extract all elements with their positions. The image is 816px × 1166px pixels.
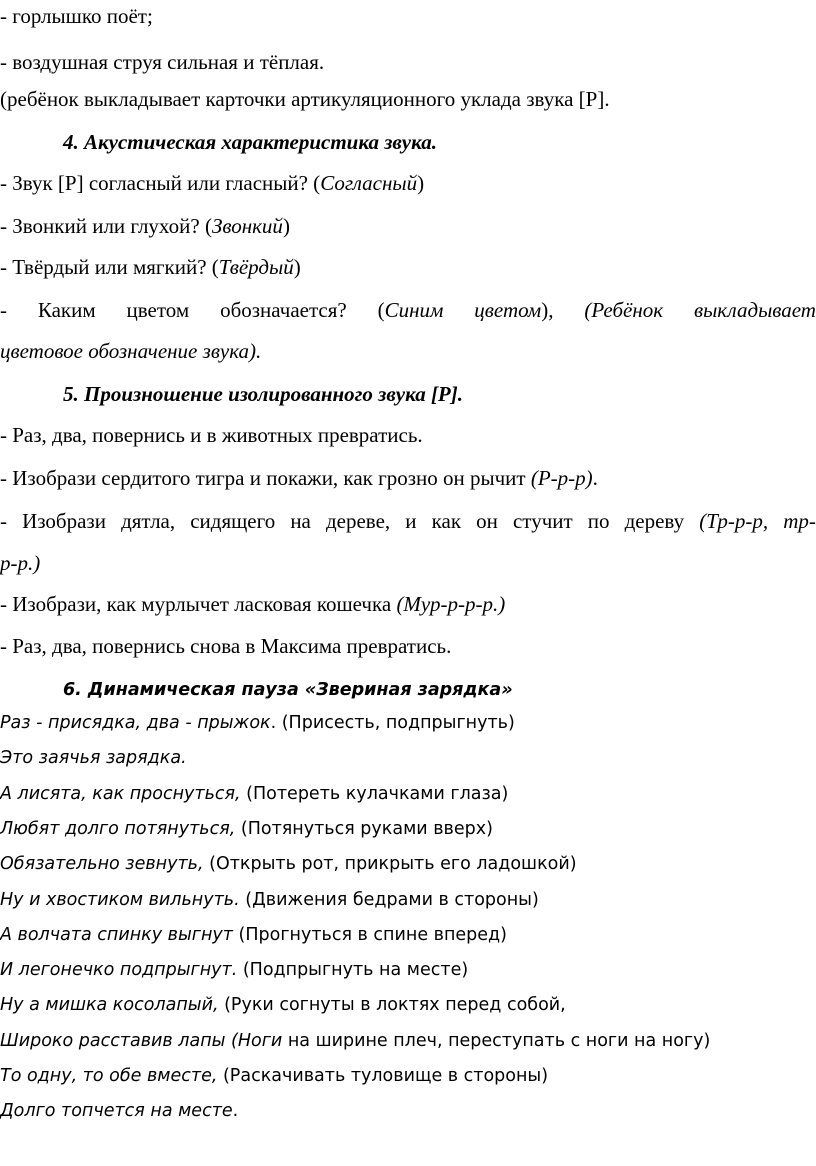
verse-text: Ну а мишка косолапый,	[0, 995, 225, 1016]
word: (Синим	[377, 298, 444, 322]
word: он	[476, 509, 498, 533]
verse-line	[0, 784, 508, 805]
answer-text: Звонкий	[211, 214, 283, 238]
section-5-line-3	[0, 509, 816, 534]
verse-line	[0, 1031, 710, 1052]
intro-line-3: (ребёнок выкладывает карточки артикуляционного уклада звука [Р].	[0, 87, 610, 111]
verse-instruction: (Подпрыгнуть на месте)	[242, 960, 469, 981]
word: цветом),	[474, 298, 554, 322]
verse-line	[0, 1066, 548, 1087]
section-5-line-5: - Раз, два, повернись снова в Максима превратись.	[0, 634, 452, 658]
word: обозначается?	[220, 298, 347, 322]
answer-text: Твёрдый	[218, 255, 294, 279]
answer-text: Согласный	[320, 171, 418, 195]
word: Каким	[37, 298, 96, 322]
verse-text: Ну и хвостиком вильнуть.	[0, 889, 246, 910]
word: и	[405, 509, 417, 533]
answer-close: )	[293, 255, 301, 279]
section-5-line-4: - Изобрази, как мурлычет ласковая кошечка (Мур-р-р-р.)	[0, 592, 506, 616]
section-4-question-1	[0, 171, 424, 196]
section-6-heading: 6. Динамическая пауза «Звериная зарядка»	[63, 680, 513, 700]
word: (Тр-р-р,	[699, 509, 769, 533]
word: Изобрази	[22, 509, 106, 533]
verse-line	[0, 995, 566, 1016]
verse-line	[0, 925, 507, 946]
verse-instruction: (Потянуться руками вверх)	[240, 818, 493, 839]
verse-line	[0, 819, 493, 840]
word: дереве,	[325, 509, 391, 533]
verse-text: Это заячья зарядка.	[0, 748, 187, 769]
word: выкладывает	[693, 298, 816, 322]
word: как	[431, 509, 462, 533]
word: цветом	[126, 298, 190, 322]
intro-line-2: - воздушная струя сильная и тёплая.	[0, 50, 325, 74]
section-4-heading: 4. Акустическая характеристика звука.	[63, 130, 438, 154]
verse-line	[0, 854, 577, 875]
verse-text: Раз - присядка, два - прыжок	[0, 713, 271, 733]
section-4-question-3	[0, 255, 301, 280]
verse-text: То одну, то обе вместе,	[0, 1066, 223, 1086]
question-text: - Звук [Р] согласный или гласный? (	[0, 171, 321, 195]
verse-line	[0, 890, 539, 911]
verse-text: А волчата спинку выгнут	[0, 924, 239, 945]
verse-instruction: (Раскачивать туловище в стороны)	[222, 1066, 549, 1086]
verse-line	[0, 748, 187, 769]
word: стучит	[512, 509, 573, 533]
verse-text: А лисята, как проснуться,	[0, 783, 247, 804]
verse-line	[0, 713, 515, 734]
word: дятла,	[121, 509, 176, 533]
word: (Ребёнок	[584, 298, 664, 322]
verse-instruction: .	[232, 1101, 239, 1122]
verse-text: Любят долго потянуться,	[0, 818, 241, 839]
verse-instruction: (Движения бедрами в стороны)	[245, 889, 539, 910]
verse-instruction: (Открыть рот, прикрыть его ладошкой)	[209, 854, 577, 875]
verse-line	[0, 960, 468, 981]
verse-instruction: (Руки согнуты в локтях перед собой,	[224, 995, 566, 1016]
section-4-question-2	[0, 214, 290, 239]
question-text: - Твёрдый или мягкий? (	[0, 255, 219, 279]
verse-text: Обязательно зевнуть,	[0, 854, 210, 875]
question-text: - Звонкий или глухой? (	[0, 214, 212, 238]
verse-text: И легонечко подпрыгнут.	[0, 960, 243, 981]
word: сидящего	[190, 509, 276, 533]
section-5-line-1: - Раз, два, повернись и в животных превратись.	[0, 423, 423, 447]
word: на	[290, 509, 311, 533]
section-4-question-4	[0, 298, 816, 323]
verse-line	[0, 1101, 238, 1122]
verse-text: Широко расставив лапы (Ноги	[0, 1030, 288, 1051]
answer-close: )	[417, 171, 425, 195]
word: дереву	[624, 509, 685, 533]
verse-instruction: (Потереть кулачками глаза)	[246, 783, 509, 804]
word: тр-	[783, 509, 816, 533]
section-5-line-3-continuation: р-р.)	[0, 551, 41, 575]
word: по	[587, 509, 610, 533]
answer-close: )	[282, 214, 290, 238]
section-4-question-4-continuation: цветовое обозначение звука).	[0, 339, 262, 363]
verse-text: Долго топчется на месте	[0, 1101, 233, 1122]
section-5-heading: 5. Произношение изолированного звука [Р].	[63, 382, 464, 406]
verse-instruction: . (Присесть, подпрыгнуть)	[270, 713, 515, 733]
verse-instruction: (Прогнуться в спине вперед)	[238, 924, 507, 945]
intro-line-1: - горлышко поёт;	[0, 4, 153, 28]
word: -	[0, 509, 7, 533]
word: -	[0, 298, 7, 322]
section-5-line-2: - Изобрази сердитого тигра и покажи, как грозно он рычит (Р-р-р).	[0, 466, 598, 490]
verse-instruction: на ширине плеч, переступать с ноги на ногу)	[287, 1030, 711, 1051]
